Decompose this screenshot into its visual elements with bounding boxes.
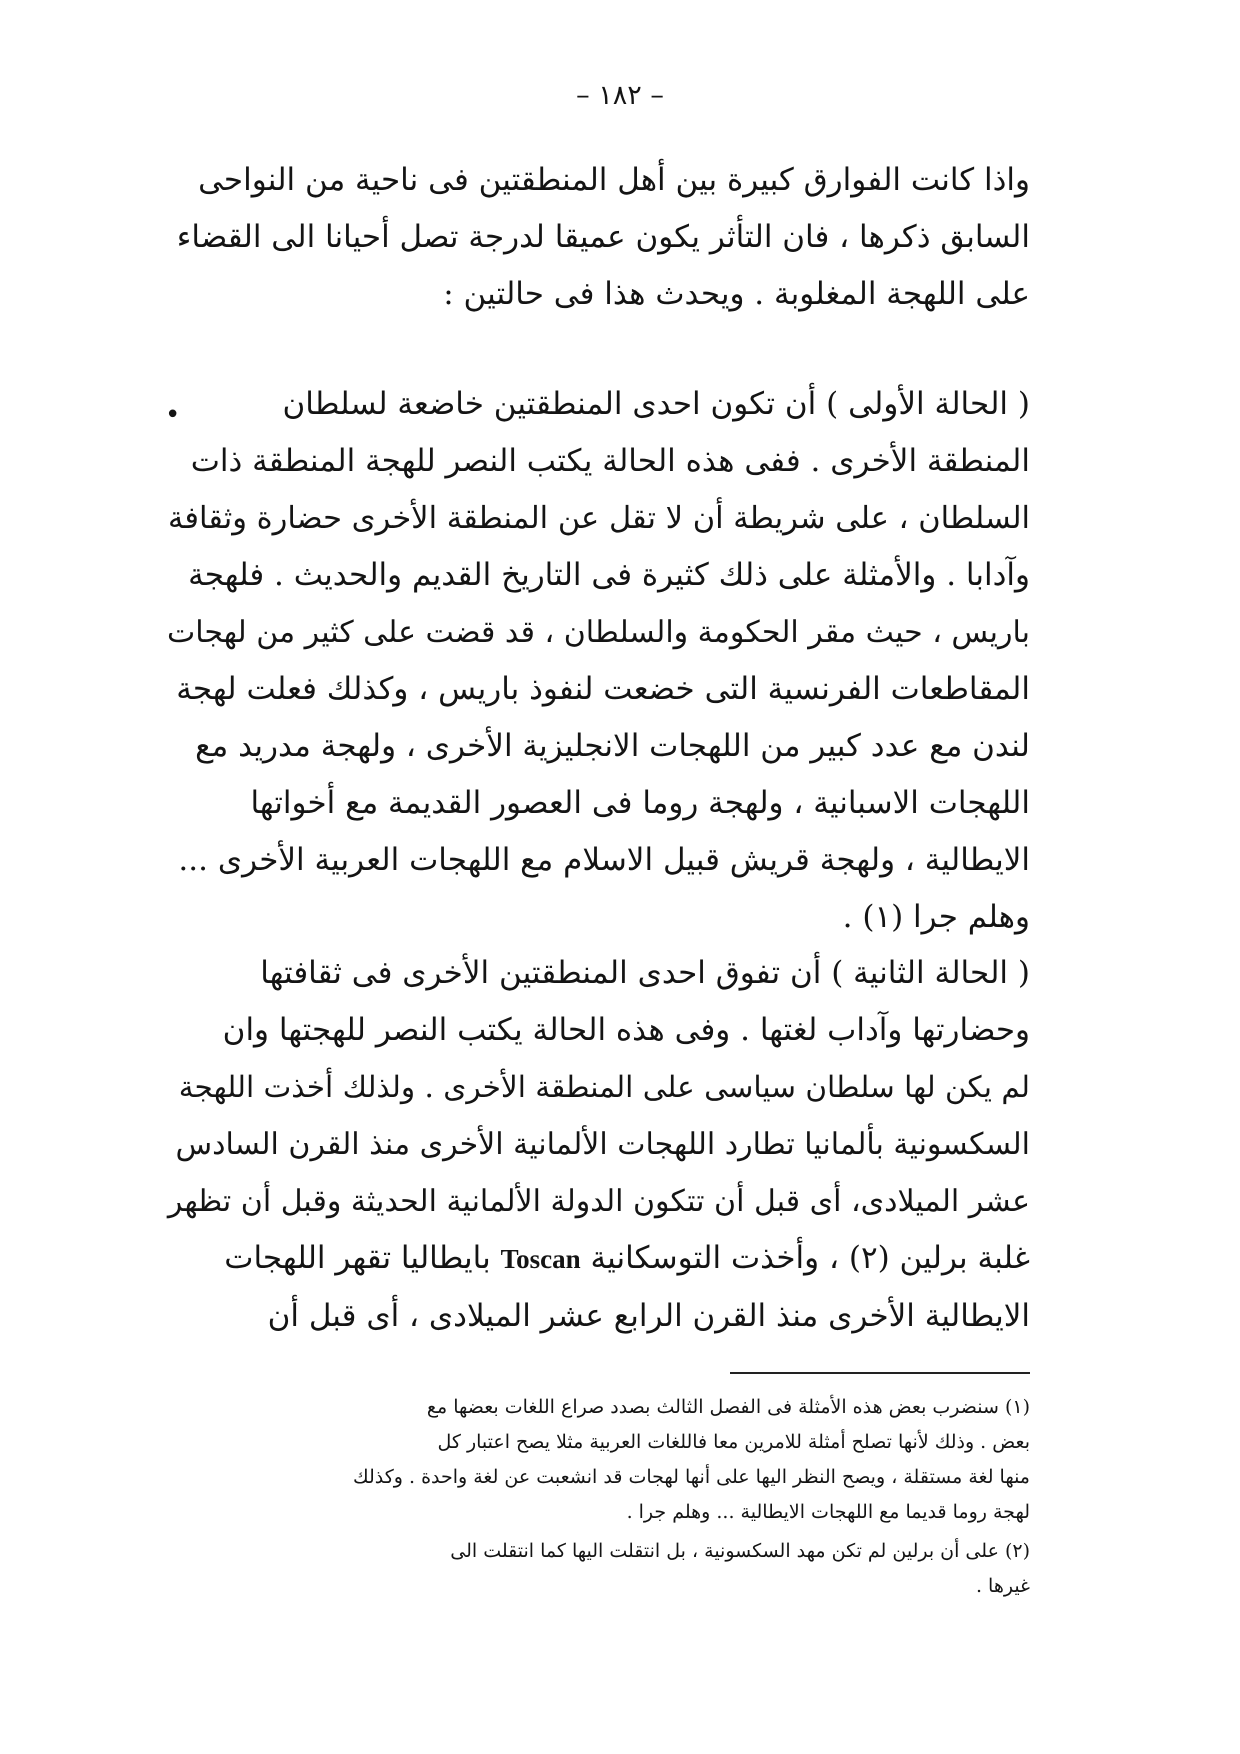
- text-line: على اللهجة المغلوبة . ويحدث هذا فى حالتين :: [443, 276, 1030, 312]
- text-line: الايطالية الأخرى منذ القرن الرابع عشر الميلادى ، أى قبل أن: [267, 1298, 1030, 1334]
- footnote-line: (٢) على أن برلين لم تكن مهد السكسونية ، بل انتقلت اليها كما انتقلت الى: [450, 1540, 1030, 1562]
- text-line: السكسونية بألمانيا تطارد اللهجات الألمانية الأخرى منذ القرن السادس: [175, 1127, 1030, 1162]
- text-line: ( الحالة الأولى ) أن تكون احدى المنطقتين خاضعة لسلطان: [282, 386, 1030, 422]
- text-line: باريس ، حيث مقر الحكومة والسلطان ، قد قضت على كثير من لهجات: [166, 615, 1030, 650]
- footnote-line: (١) سنضرب بعض هذه الأمثلة فى الفصل الثالث بصدد صراع اللغات بعضها مع: [426, 1396, 1030, 1418]
- footnote-2: [165, 1534, 1030, 1604]
- text-line: المقاطعات الفرنسية التى خضعت لنفوذ باريس ، وكذلك فعلت لهجة: [176, 671, 1030, 707]
- footnote-line: منها لغة مستقلة ، ويصح النظر اليها على أنها لهجات قد انشعبت عن لغة واحدة . وكذلك: [352, 1466, 1030, 1488]
- text-line: لم يكن لها سلطان سياسى على المنطقة الأخرى . ولذلك أخذت اللهجة: [178, 1070, 1030, 1104]
- text-line: عشر الميلادى، أى قبل أن تتكون الدولة الألمانية الحديثة وقبل أن تظهر: [167, 1184, 1030, 1219]
- paragraph-intro: [165, 152, 1030, 323]
- text-line: وهلم جرا (١) .: [842, 899, 1030, 935]
- text-line: اللهجات الاسبانية ، ولهجة روما فى العصور القديمة مع أخواتها: [250, 785, 1030, 821]
- text-line: واذا كانت الفوارق كبيرة بين أهل المنطقتين فى ناحية من النواحى: [198, 162, 1030, 198]
- text-line: لندن مع عدد كبير من اللهجات الانجليزية الأخرى ، ولهجة مدريد مع: [195, 728, 1030, 764]
- text-line: وحضارتها وآداب لغتها . وفى هذه الحالة يكتب النصر للهجتها وان: [222, 1012, 1030, 1048]
- text-line: ( الحالة الثانية ) أن تفوق احدى المنطقتين الأخرى فى ثقافتها: [260, 955, 1030, 991]
- latin-term: Toscan: [500, 1244, 581, 1274]
- bullet-mark: •: [165, 400, 181, 430]
- footnote-line: لهجة روما قديما مع اللهجات الايطالية ... وهلم جرا .: [626, 1501, 1030, 1523]
- footnotes: [165, 1390, 1030, 1608]
- text-line: السابق ذكرها ، فان التأثر يكون عميقا لدرجة تصل أحيانا الى القضاء: [176, 219, 1030, 255]
- text-line: المنطقة الأخرى . ففى هذه الحالة يكتب النصر للهجة المنطقة ذات: [190, 443, 1030, 479]
- text-line: الايطالية ، ولهجة قريش قبيل الاسلام مع اللهجات العربية الأخرى ...: [178, 842, 1030, 878]
- paragraph-second-case: [165, 945, 1030, 1345]
- text-segment: بايطاليا تقهر اللهجات: [224, 1240, 491, 1276]
- page-number: – ١٨٢ –: [576, 80, 664, 111]
- text-line-mixed: [165, 1230, 1030, 1288]
- footnote-line: غيرها .: [975, 1575, 1030, 1597]
- footnote-line: بعض . وذلك لأنها تصلح أمثلة للامرين معا فاللغات العربية مثلا يصح اعتبار كل: [437, 1431, 1030, 1453]
- footnote-1: [165, 1390, 1030, 1530]
- text-line: وآدابا . والأمثلة على ذلك كثيرة فى التاريخ القديم والحديث . فلهجة: [188, 557, 1030, 593]
- text-segment: غلبة برلين (٢) ، وأخذت التوسكانية: [590, 1240, 1030, 1276]
- text-line: السلطان ، على شريطة أن لا تقل عن المنطقة الأخرى حضارة وثقافة: [168, 501, 1030, 536]
- footnote-separator: [730, 1372, 1030, 1374]
- paragraph-first-case: [165, 376, 1030, 946]
